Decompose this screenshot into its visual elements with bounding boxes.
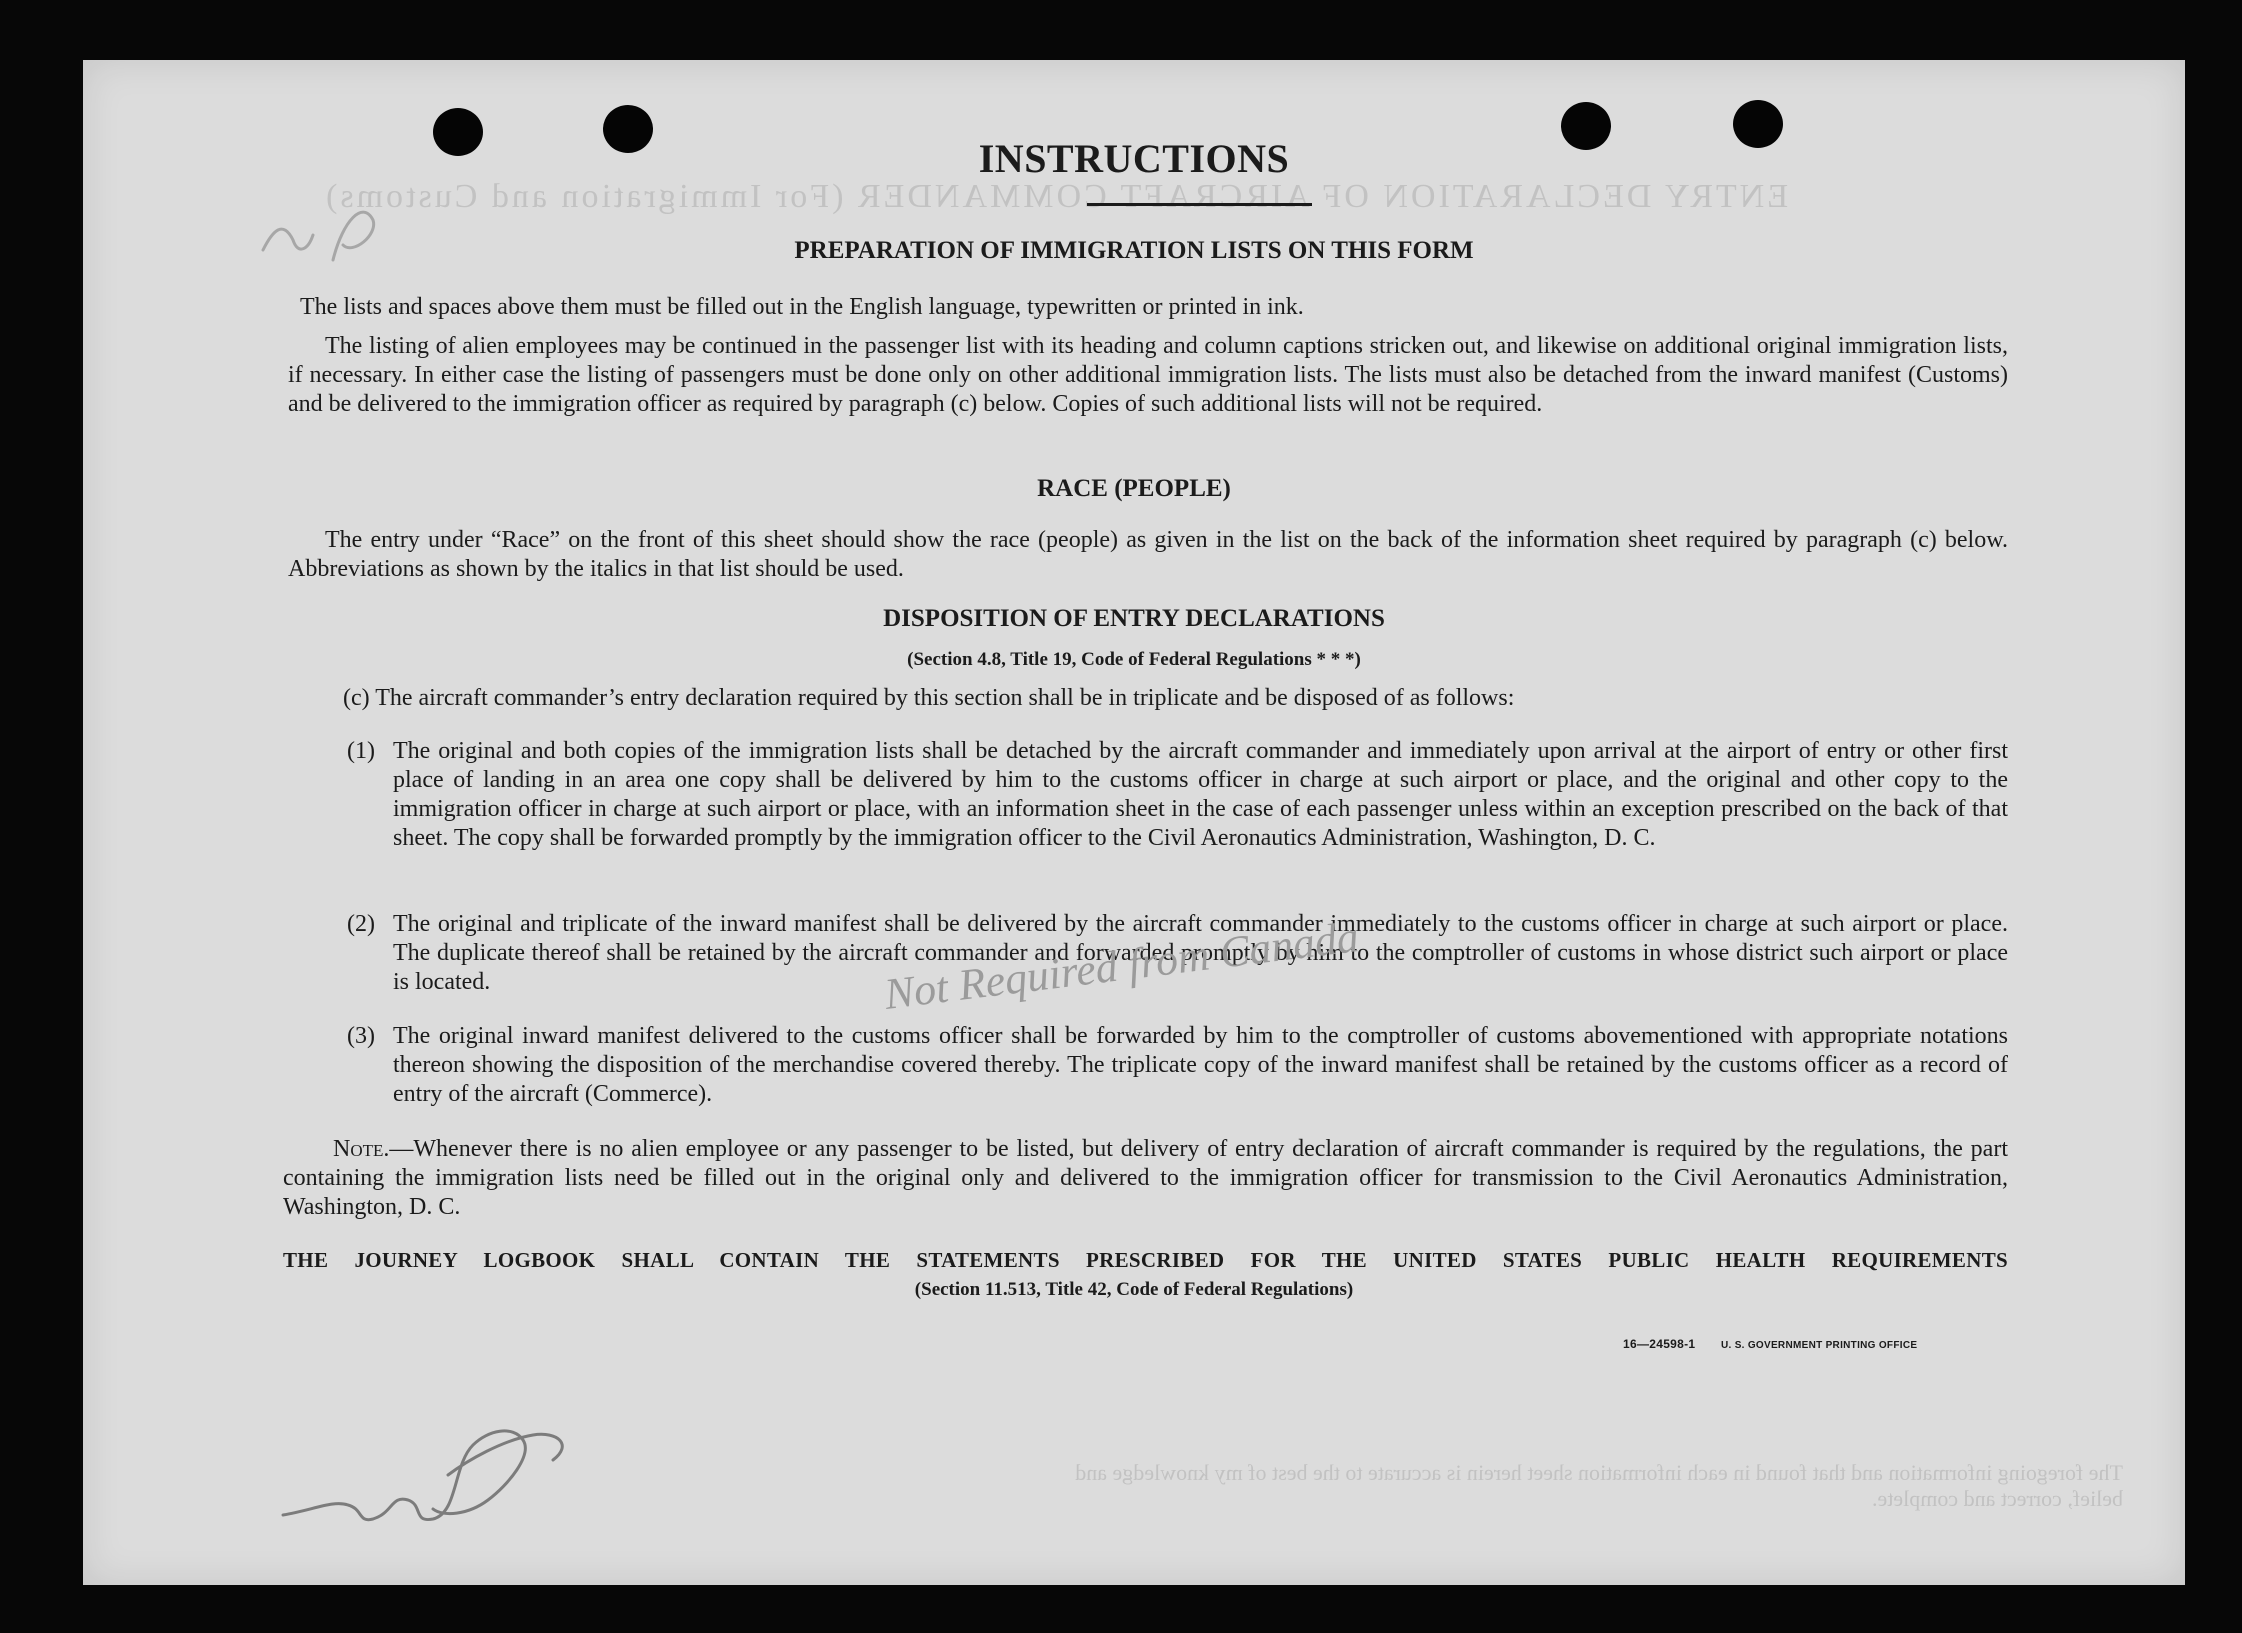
page-title: INSTRUCTIONS <box>978 136 1290 181</box>
paragraph-race-entry: The entry under “Race” on the front of this sheet should show the race (people) as given in the list on the back of the information sheet required by paragraph (c) below. Abbreviations as shown by the italics in that list should be used. <box>288 527 2008 582</box>
list-item <box>347 737 2008 853</box>
instructions-content <box>83 60 2185 1585</box>
form-code: 16—24598-1 <box>1623 1337 1696 1351</box>
printing-office-line <box>1623 1337 1917 1351</box>
paragraph-english-language: The lists and spaces above them must be filled out in the English language, typewritten or printed in ink. <box>300 294 1304 320</box>
title-underline <box>1087 203 1312 206</box>
section-heading-disposition: DISPOSITION OF ENTRY DECLARATIONS <box>883 605 1385 632</box>
bleed-through-title: ENTRY DECLARATION OF AIRCRAFT COMMANDER (For Immigration and Customs) <box>323 178 1789 215</box>
section-heading-race: RACE (PEOPLE) <box>1037 475 1231 502</box>
list-item-text: The original inward manifest delivered to the customs officer shall be forwarded by him to the comptroller of customs abovementioned with appropriate notations thereon showing the disposition of the merchandise covered thereby. The triplicate copy of the inward manifest shall be retained by the customs officer as a record of entry of the aircraft (Commerce). <box>393 1023 2008 1107</box>
note-text: —Whenever there is no alien employee or any passenger to be listed, but delivery of entry declaration of aircraft commander is required by the regulations, the part containing the immigration lists need be filled out in the original only and delivered to the immigration officer for transmission to the Civil Aeronautics Administration, Washington, D. C. <box>283 1136 2008 1220</box>
list-item-number: (2) <box>347 911 375 937</box>
list-item-text: The original and triplicate of the inward manifest shall be delivered by the aircraft commander immediately to the customs officer in charge at such airport or place. The duplicate thereof shall be retained by the aircraft commander and forwarded promptly by him to the comptroller of customs in whose district such airport or place is located. <box>393 911 2008 995</box>
bleed-through-certification: The foregoing information and that found in each information sheet herein is accurate to the best of my knowledge and belief, correct and complete. <box>1075 1460 2123 1511</box>
paragraph-c-intro: (c) The aircraft commander’s entry declaration required by this section shall be in triplicate and be disposed of as follows: <box>343 685 1515 711</box>
list-item-number: (1) <box>347 738 375 764</box>
handwritten-annotation: Not Required from Canada <box>881 912 1362 1019</box>
list-item-text: The original and both copies of the immigration lists shall be detached by the aircraft commander and immediately upon arrival at the airport of entry or other first place of landing in an area one copy shall be delivered by him to the customs officer in charge at such airport or place, and the original and other copy to the immigration officer in charge at such airport or place, with an information sheet in the case of each passenger unless within an exception prescribed on the back of that sheet. The copy shall be forwarded promptly by the immigration officer to the Civil Aeronautics Administration, Washington, D. C. <box>393 738 2008 851</box>
list-item-number: (3) <box>347 1023 375 1049</box>
note-paragraph <box>283 1135 2008 1222</box>
section-heading-preparation: PREPARATION OF IMMIGRATION LISTS ON THIS FORM <box>794 237 1474 264</box>
logbook-statement: THE JOURNEY LOGBOOK SHALL CONTAIN THE STATEMENTS PRESCRIBED FOR THE UNITED STATES PUBLIC HEALTH REQUIREMENTS <box>283 1248 2008 1272</box>
paragraph-alien-employees: The listing of alien employees may be continued in the passenger list with its heading and column captions stricken out, and likewise on additional original immigration lists, if necessary. In either case the listing of passengers must be done only on other additional immigration lists. The lists must also be detached from the inward manifest (Customs) and be delivered to the immigration officer as required by paragraph (c) below. Copies of such additional lists will not be required. <box>288 333 2008 417</box>
handwritten-signature <box>273 1405 593 1545</box>
note-label: Note. <box>333 1136 390 1162</box>
citation-title-42: (Section 11.513, Title 42, Code of Federal Regulations) <box>914 1279 1354 1300</box>
citation-title-19: (Section 4.8, Title 19, Code of Federal Regulations * * *) <box>907 649 1361 670</box>
printer-name: U. S. GOVERNMENT PRINTING OFFICE <box>1721 1340 1918 1351</box>
list-item <box>347 1022 2008 1109</box>
handwritten-mark <box>253 190 393 280</box>
document-sheet <box>83 60 2185 1585</box>
